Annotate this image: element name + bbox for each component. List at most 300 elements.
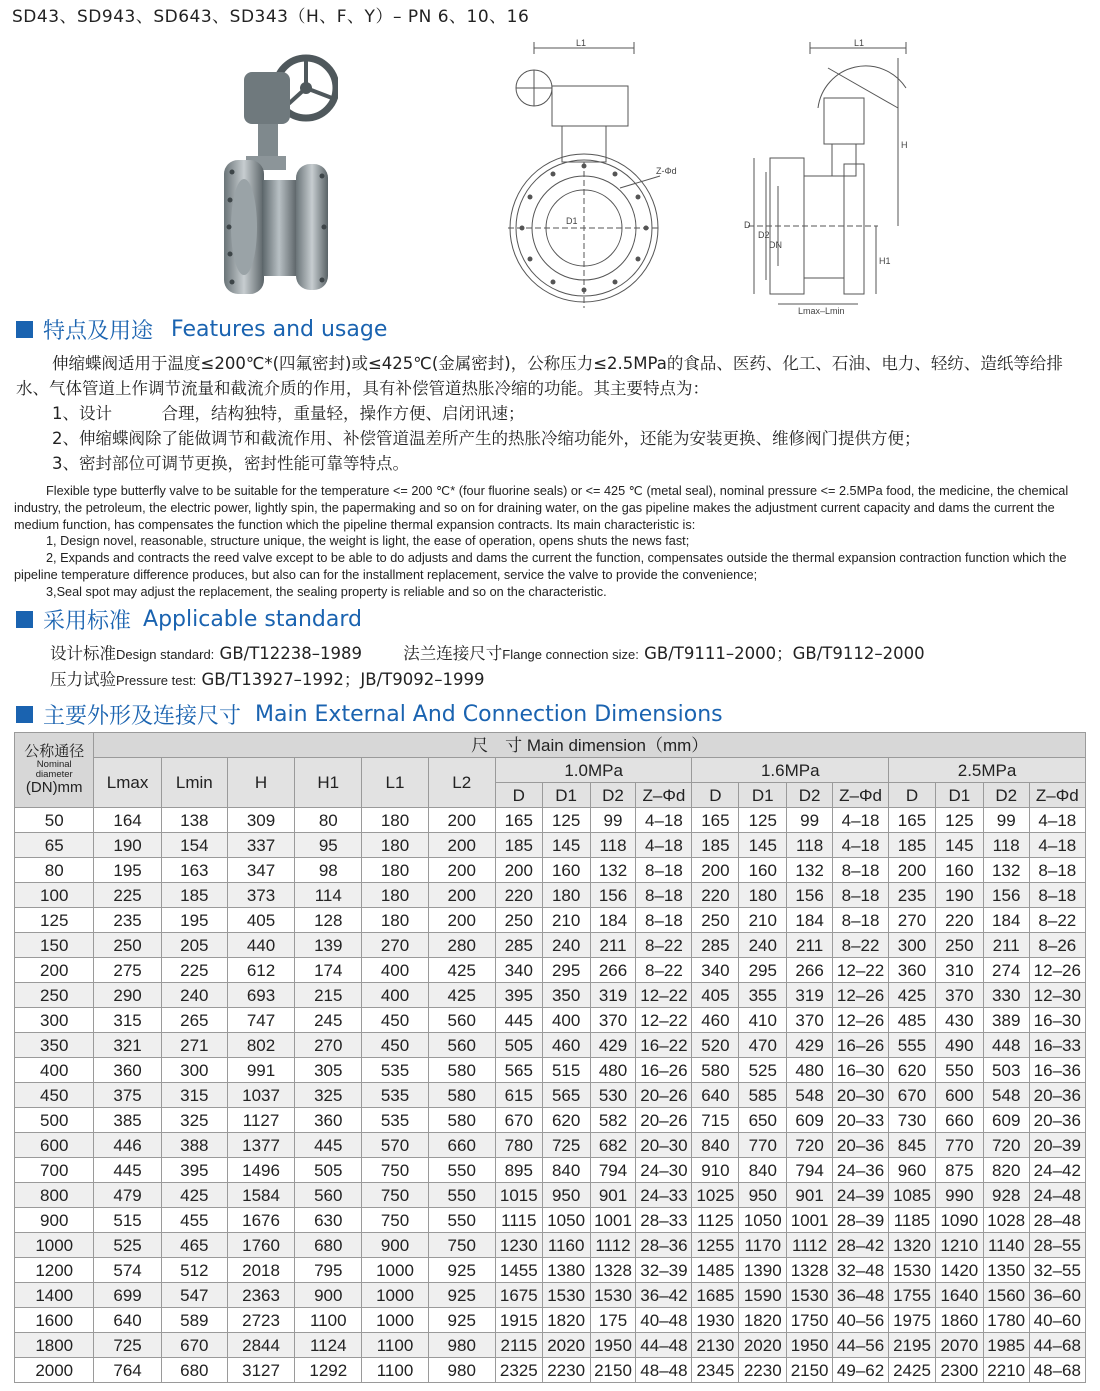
table-cell: 1320: [889, 1233, 936, 1258]
table-cell: 620: [889, 1058, 936, 1083]
table-cell: 180: [362, 858, 428, 883]
table-cell: 2130: [692, 1333, 739, 1358]
nd-cn: 公称通径: [24, 743, 85, 760]
table-cell: 1015: [495, 1183, 542, 1208]
table-cell: 2844: [227, 1333, 294, 1358]
table-cell: 1124: [295, 1333, 362, 1358]
col-header-h1: H1: [295, 758, 362, 808]
main-dimension-header: 尺 寸 Main dimension（mm）: [94, 733, 1086, 758]
table-cell-dn: 300: [15, 1008, 94, 1033]
table-cell: 450: [362, 1033, 428, 1058]
dim-l1-label: L1: [854, 38, 865, 48]
table-cell: 2070: [935, 1333, 983, 1358]
table-cell: 960: [889, 1158, 936, 1183]
table-cell: 310: [935, 958, 983, 983]
table-cell: 99: [983, 808, 1029, 833]
table-cell: 8–18: [636, 883, 692, 908]
table-cell: 560: [428, 1033, 495, 1058]
table-cell: 3127: [227, 1358, 294, 1383]
sub-header-d: D: [889, 783, 936, 808]
table-cell: 405: [692, 983, 739, 1008]
table-cell: 20–26: [636, 1083, 692, 1108]
table-cell: 280: [428, 933, 495, 958]
table-cell: 640: [94, 1308, 161, 1333]
table-row: [15, 1233, 1086, 1258]
table-cell: 156: [590, 883, 636, 908]
table-cell: 730: [889, 1108, 936, 1133]
table-cell: 900: [295, 1283, 362, 1308]
table-row: [15, 1033, 1086, 1058]
table-cell: 32–55: [1029, 1258, 1085, 1283]
table-cell-dn: 1800: [15, 1333, 94, 1358]
table-cell: 515: [542, 1058, 590, 1083]
table-cell: 928: [983, 1183, 1029, 1208]
table-cell: 20–36: [1029, 1083, 1085, 1108]
table-cell: 205: [161, 933, 227, 958]
table-cell: 780: [495, 1133, 542, 1158]
features-en-text: [14, 483, 1094, 601]
table-cell: 680: [295, 1233, 362, 1258]
table-cell-dn: 100: [15, 883, 94, 908]
table-cell: 1675: [495, 1283, 542, 1308]
sub-header-z: Z–Φd: [1029, 783, 1085, 808]
table-cell: 2300: [935, 1358, 983, 1383]
table-cell: 360: [889, 958, 936, 983]
table-row: [15, 883, 1086, 908]
table-cell: 185: [495, 833, 542, 858]
table-row: [15, 808, 1086, 833]
table-cell: 40–60: [1029, 1308, 1085, 1333]
table-cell: 370: [935, 983, 983, 1008]
table-cell: 747: [227, 1008, 294, 1033]
table-cell: 1676: [227, 1208, 294, 1233]
table-cell: 980: [428, 1333, 495, 1358]
table-cell: 250: [495, 908, 542, 933]
table-cell: 485: [889, 1008, 936, 1033]
table-cell: 1001: [590, 1208, 636, 1233]
table-cell: 1100: [362, 1333, 428, 1358]
table-cell: 355: [739, 983, 787, 1008]
table-cell: 1584: [227, 1183, 294, 1208]
table-cell: 99: [590, 808, 636, 833]
table-cell: 220: [692, 883, 739, 908]
table-cell-dn: 50: [15, 808, 94, 833]
sub-header-d: D: [495, 783, 542, 808]
table-cell-dn: 2000: [15, 1358, 94, 1383]
table-cell: 580: [692, 1058, 739, 1083]
table-cell: 200: [692, 858, 739, 883]
dimensions-heading-cn: 主要外形及连接尺寸: [43, 704, 242, 729]
table-cell: 160: [739, 858, 787, 883]
table-cell: 32–39: [636, 1258, 692, 1283]
table-cell: 20–39: [1029, 1133, 1085, 1158]
table-cell: 12–26: [833, 983, 889, 1008]
dimensions-table: [14, 732, 1086, 1383]
table-cell: 270: [889, 908, 936, 933]
table-cell: 347: [227, 858, 294, 883]
table-cell: 315: [94, 1008, 161, 1033]
table-cell: 693: [227, 983, 294, 1008]
table-cell: 370: [787, 1008, 833, 1033]
table-cell: 550: [428, 1208, 495, 1233]
table-cell: 24–30: [636, 1158, 692, 1183]
table-cell: 450: [362, 1008, 428, 1033]
table-cell: 794: [590, 1158, 636, 1183]
table-cell: 200: [428, 858, 495, 883]
table-cell: 725: [94, 1333, 161, 1358]
table-cell: 165: [889, 808, 936, 833]
table-cell: 36–42: [636, 1283, 692, 1308]
table-cell: 185: [692, 833, 739, 858]
col-header-lmax: Lmax: [94, 758, 161, 808]
table-cell: 20–36: [833, 1133, 889, 1158]
table-cell: 8–22: [1029, 908, 1085, 933]
features-heading-en: Features and usage: [171, 317, 388, 342]
table-cell: 163: [161, 858, 227, 883]
table-cell: 479: [94, 1183, 161, 1208]
table-cell: 2425: [889, 1358, 936, 1383]
table-row: [15, 1208, 1086, 1233]
table-cell: 325: [161, 1108, 227, 1133]
pressure-test-cn: 压力试验: [50, 670, 116, 689]
table-cell: 175: [590, 1308, 636, 1333]
table-cell: 389: [983, 1008, 1029, 1033]
dimensions-table-body: [15, 808, 1086, 1383]
table-cell: 405: [227, 908, 294, 933]
table-cell: 8–22: [833, 933, 889, 958]
sub-header-d2: D2: [983, 783, 1029, 808]
table-cell: 520: [692, 1033, 739, 1058]
table-cell: 370: [590, 1008, 636, 1033]
table-cell: 1590: [739, 1283, 787, 1308]
table-cell: 1100: [295, 1308, 362, 1333]
table-cell: 4–18: [636, 808, 692, 833]
table-cell: 16–26: [636, 1058, 692, 1083]
pressure-header-3: 2.5MPa: [889, 758, 1086, 783]
table-cell: 395: [495, 983, 542, 1008]
design-standard-value: GB/T12238–1989: [219, 644, 363, 663]
table-cell: 460: [542, 1033, 590, 1058]
front-view-drawing: [500, 38, 690, 310]
table-cell: 24–42: [1029, 1158, 1085, 1183]
table-cell: 180: [542, 883, 590, 908]
table-cell: 750: [362, 1158, 428, 1183]
table-cell: 12–26: [1029, 958, 1085, 983]
table-cell: 1140: [983, 1233, 1029, 1258]
dimensions-heading-en: Main External And Connection Dimensions: [255, 702, 723, 727]
table-row: [15, 1183, 1086, 1208]
dim-lmax-label: Lmax–Lmin: [798, 306, 845, 316]
table-cell: 180: [362, 833, 428, 858]
table-cell: 550: [428, 1183, 495, 1208]
table-cell: 548: [787, 1083, 833, 1108]
table-cell: 156: [787, 883, 833, 908]
table-cell: 725: [542, 1133, 590, 1158]
table-cell: 560: [295, 1183, 362, 1208]
features-heading: [16, 314, 387, 345]
pressure-header-2: 1.6MPa: [692, 758, 889, 783]
table-cell: 290: [94, 983, 161, 1008]
table-cell: 465: [161, 1233, 227, 1258]
table-cell: 295: [739, 958, 787, 983]
features-en-item: 2, Expands and contracts the reed valve except to be able to do adjusts and dams the current the function, compensates outside the thermal expansion contraction function which the pipeline temperature difference produces, but also can for the installment replacement, service the valve to provide the convenience;: [14, 551, 1067, 582]
table-cell: 95: [295, 833, 362, 858]
table-cell: 840: [739, 1158, 787, 1183]
table-cell: 1025: [692, 1183, 739, 1208]
table-cell: 270: [362, 933, 428, 958]
table-cell: 4–18: [833, 833, 889, 858]
table-cell: 4–18: [1029, 808, 1085, 833]
table-cell: 266: [590, 958, 636, 983]
table-cell: 770: [935, 1133, 983, 1158]
table-cell: 1050: [542, 1208, 590, 1233]
table-cell: 1750: [787, 1308, 833, 1333]
table-cell: 305: [295, 1058, 362, 1083]
table-cell-dn: 400: [15, 1058, 94, 1083]
table-cell: 1210: [935, 1233, 983, 1258]
table-cell: 2230: [739, 1358, 787, 1383]
table-cell: 1328: [590, 1258, 636, 1283]
col-header-h: H: [227, 758, 294, 808]
table-cell: 350: [542, 983, 590, 1008]
table-cell: 44–68: [1029, 1333, 1085, 1358]
table-cell: 185: [889, 833, 936, 858]
table-cell: 910: [692, 1158, 739, 1183]
table-cell: 114: [295, 883, 362, 908]
table-cell: 80: [295, 808, 362, 833]
table-cell: 184: [983, 908, 1029, 933]
table-cell: 160: [542, 858, 590, 883]
table-cell: 319: [787, 983, 833, 1008]
table-cell: 429: [787, 1033, 833, 1058]
table-cell: 211: [590, 933, 636, 958]
table-cell: 118: [983, 833, 1029, 858]
table-cell: 720: [787, 1133, 833, 1158]
table-cell: 2115: [495, 1333, 542, 1358]
table-cell: 270: [295, 1033, 362, 1058]
table-cell: 950: [542, 1183, 590, 1208]
table-cell: 138: [161, 808, 227, 833]
table-cell: 1455: [495, 1258, 542, 1283]
features-cn-text: [16, 351, 1092, 476]
table-cell: 630: [295, 1208, 362, 1233]
table-cell: 525: [94, 1233, 161, 1258]
table-cell: 20–26: [636, 1108, 692, 1133]
table-cell: 200: [428, 833, 495, 858]
table-cell: 670: [495, 1108, 542, 1133]
table-cell: 901: [590, 1183, 636, 1208]
table-cell: 1112: [590, 1233, 636, 1258]
table-cell: 990: [935, 1183, 983, 1208]
pressure-test-en: Pressure test:: [116, 673, 197, 688]
table-cell: 1230: [495, 1233, 542, 1258]
table-cell: 565: [495, 1058, 542, 1083]
table-cell: 802: [227, 1033, 294, 1058]
table-cell: 16–33: [1029, 1033, 1085, 1058]
table-row: [15, 1358, 1086, 1383]
table-cell: 425: [161, 1183, 227, 1208]
table-row: [15, 1333, 1086, 1358]
table-cell: 24–39: [833, 1183, 889, 1208]
table-cell: 145: [739, 833, 787, 858]
table-cell: 195: [161, 908, 227, 933]
table-cell: 12–22: [833, 958, 889, 983]
table-cell: 560: [428, 1008, 495, 1033]
table-cell: 515: [94, 1208, 161, 1233]
table-row: [15, 1008, 1086, 1033]
pressure-test-line: [50, 666, 484, 690]
table-cell: 20–30: [833, 1083, 889, 1108]
table-cell: 1530: [787, 1283, 833, 1308]
table-cell: 180: [362, 908, 428, 933]
table-cell: 2020: [739, 1333, 787, 1358]
table-cell: 118: [787, 833, 833, 858]
table-cell: 210: [739, 908, 787, 933]
table-row: [15, 1158, 1086, 1183]
table-row: [15, 1308, 1086, 1333]
table-cell: 1328: [787, 1258, 833, 1283]
table-cell: 1560: [983, 1283, 1029, 1308]
table-cell: 8–18: [1029, 883, 1085, 908]
table-cell: 98: [295, 858, 362, 883]
table-cell: 340: [692, 958, 739, 983]
table-cell: 28–33: [636, 1208, 692, 1233]
sub-header-d2: D2: [590, 783, 636, 808]
table-cell: 720: [983, 1133, 1029, 1158]
table-row: [15, 958, 1086, 983]
table-cell: 615: [495, 1083, 542, 1108]
table-cell: 840: [542, 1158, 590, 1183]
flange-standard-cn: 法兰连接尺寸: [403, 644, 503, 663]
table-cell: 480: [590, 1058, 636, 1083]
table-cell: 340: [495, 958, 542, 983]
features-en-item: 1, Design novel, reasonable, structure unique, the weight is light, the ease of operation, opens shuts the news fast;: [46, 534, 690, 549]
table-cell: 1112: [787, 1233, 833, 1258]
table-cell: 425: [428, 983, 495, 1008]
table-cell: 794: [787, 1158, 833, 1183]
sub-header-d: D: [692, 783, 739, 808]
table-cell: 200: [428, 908, 495, 933]
table-cell-dn: 1200: [15, 1258, 94, 1283]
table-cell: 2363: [227, 1283, 294, 1308]
table-cell: 125: [739, 808, 787, 833]
table-cell: 900: [362, 1233, 428, 1258]
table-cell-dn: 150: [15, 933, 94, 958]
table-cell: 750: [428, 1233, 495, 1258]
table-cell: 750: [362, 1208, 428, 1233]
table-cell: 1350: [983, 1258, 1029, 1283]
table-cell: 925: [428, 1258, 495, 1283]
table-cell: 1037: [227, 1083, 294, 1108]
table-cell: 8–22: [636, 933, 692, 958]
table-cell: 360: [295, 1108, 362, 1133]
table-cell: 448: [983, 1033, 1029, 1058]
table-cell: 650: [739, 1108, 787, 1133]
table-cell: 240: [542, 933, 590, 958]
table-cell: 49–62: [833, 1358, 889, 1383]
table-cell: 682: [590, 1133, 636, 1158]
table-cell: 154: [161, 833, 227, 858]
standard-heading-cn: 采用标准: [43, 609, 132, 634]
table-cell: 429: [590, 1033, 636, 1058]
table-row: [15, 1258, 1086, 1283]
table-cell: 28–48: [1029, 1208, 1085, 1233]
table-cell: 1860: [935, 1308, 983, 1333]
nd-unit: (DN)mm: [25, 779, 83, 796]
features-en-item: 3,Seal spot may adjust the replacement, the sealing property is reliable and so on the characteristic.: [46, 584, 607, 599]
table-cell: 440: [227, 933, 294, 958]
table-cell: 48–48: [636, 1358, 692, 1383]
nominal-diameter-header: [15, 733, 94, 808]
table-cell: 330: [983, 983, 1029, 1008]
table-cell: 2018: [227, 1258, 294, 1283]
table-cell: 200: [428, 883, 495, 908]
table-cell: 670: [889, 1083, 936, 1108]
table-cell: 1930: [692, 1308, 739, 1333]
table-cell: 512: [161, 1258, 227, 1283]
table-cell: 271: [161, 1033, 227, 1058]
table-cell-dn: 250: [15, 983, 94, 1008]
table-cell: 550: [935, 1058, 983, 1083]
dimensions-heading: [16, 699, 723, 730]
table-cell: 24–36: [833, 1158, 889, 1183]
pressure-header-1: 1.0MPa: [495, 758, 692, 783]
table-cell: 764: [94, 1358, 161, 1383]
table-cell: 265: [161, 1008, 227, 1033]
table-cell: 1001: [787, 1208, 833, 1233]
table-cell: 8–18: [636, 908, 692, 933]
table-cell-dn: 1600: [15, 1308, 94, 1333]
table-cell: 1820: [542, 1308, 590, 1333]
dim-l1-label: L1: [576, 38, 587, 48]
table-cell: 180: [362, 883, 428, 908]
table-cell: 8–18: [1029, 858, 1085, 883]
table-cell: 12–30: [1029, 983, 1085, 1008]
pressure-test-value: GB/T13927–1992；JB/T9092–1999: [201, 670, 485, 689]
table-cell: 660: [935, 1108, 983, 1133]
dim-z-label: Z-Φd: [656, 166, 677, 176]
table-row: [15, 1108, 1086, 1133]
table-cell: 16–26: [833, 1033, 889, 1058]
table-cell: 4–18: [1029, 833, 1085, 858]
table-cell: 535: [362, 1058, 428, 1083]
table-cell: 266: [787, 958, 833, 983]
table-cell: 535: [362, 1108, 428, 1133]
table-cell: 400: [362, 983, 428, 1008]
table-cell: 12–26: [833, 1008, 889, 1033]
features-cn-intro: 伸缩蝶阀适用于温度≤200℃*(四氟密封)或≤425℃(金属密封)，公称压力≤2.5MPa的食品、医药、化工、石油、电力、轻纺、造纸等给排水、气体管道上作调节流量和截流介质的作用，具有补偿管道热胀冷缩的功能。其主要特点为：: [16, 354, 1063, 398]
table-cell: 1755: [889, 1283, 936, 1308]
table-cell: 1090: [935, 1208, 983, 1233]
table-cell: 410: [739, 1008, 787, 1033]
table-cell: 165: [495, 808, 542, 833]
table-cell: 20–33: [833, 1108, 889, 1133]
table-cell: 180: [362, 808, 428, 833]
table-cell: 274: [983, 958, 1029, 983]
table-cell: 8–26: [1029, 933, 1085, 958]
table-cell: 190: [94, 833, 161, 858]
table-cell: 1085: [889, 1183, 936, 1208]
table-cell-dn: 700: [15, 1158, 94, 1183]
table-cell: 12–22: [636, 1008, 692, 1033]
table-cell: 980: [428, 1358, 495, 1383]
dim-d2-label: D2: [758, 230, 770, 240]
table-cell: 570: [362, 1133, 428, 1158]
table-cell: 16–30: [833, 1058, 889, 1083]
table-cell: 446: [94, 1133, 161, 1158]
table-cell: 250: [692, 908, 739, 933]
table-cell: 220: [495, 883, 542, 908]
